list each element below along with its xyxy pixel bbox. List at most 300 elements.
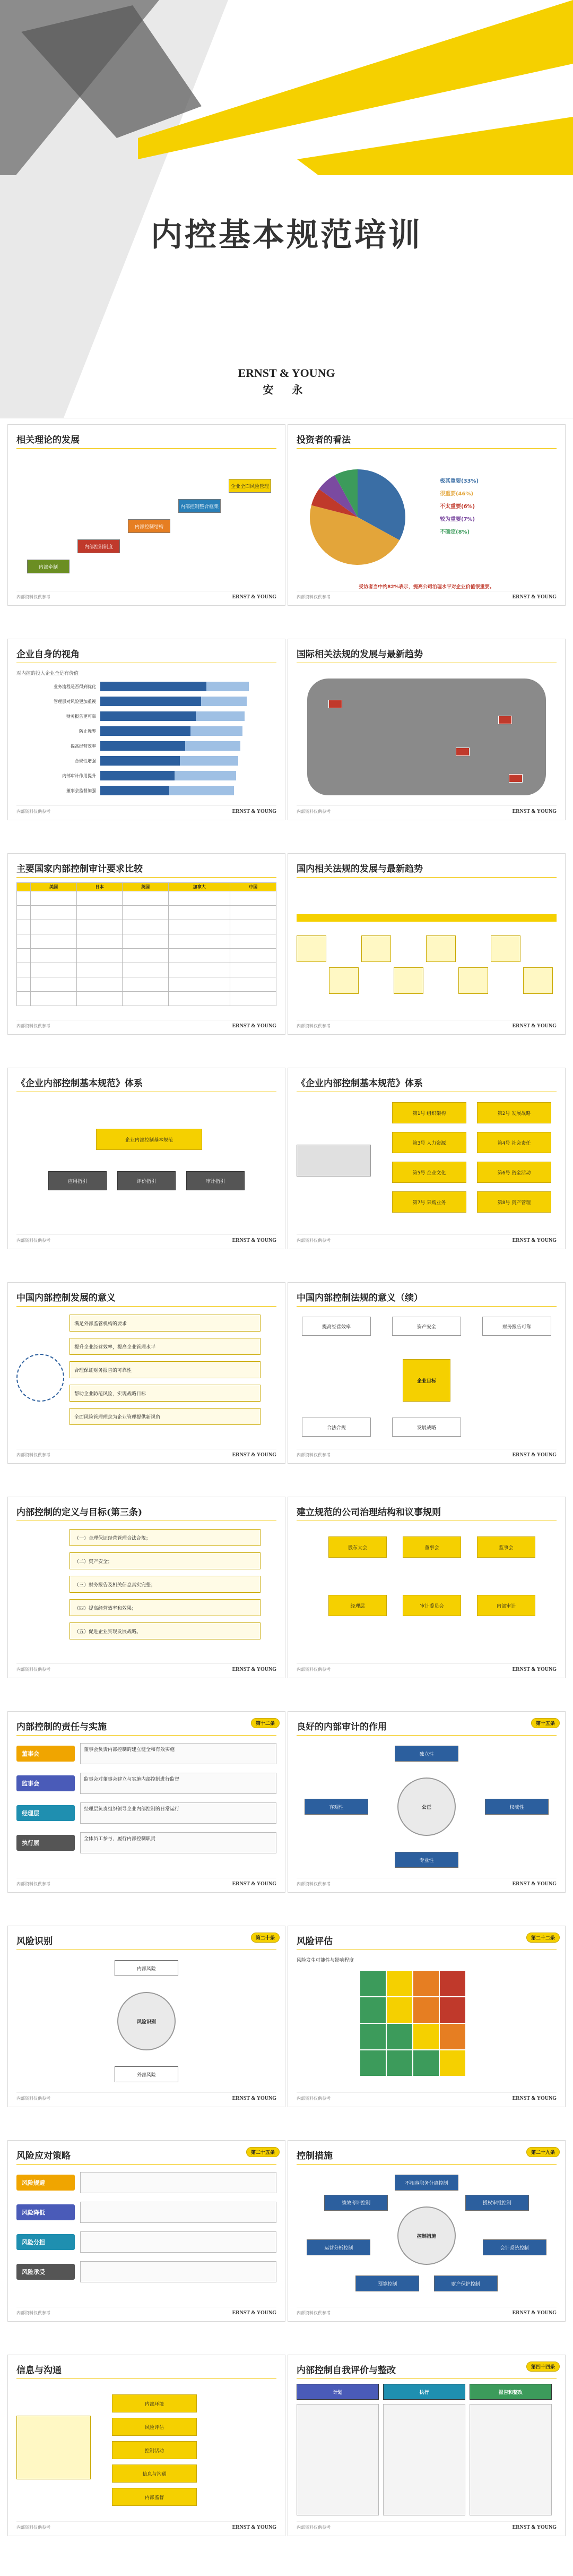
table-cell bbox=[123, 934, 169, 949]
governance-box: 经理层 bbox=[328, 1595, 387, 1616]
slide-body bbox=[16, 1740, 276, 1876]
meaning-item: （一）合理保证经营管理合法合规； bbox=[70, 1529, 261, 1546]
legend-entry: 不太重要(6%) bbox=[440, 503, 475, 510]
center-circle: 公正 bbox=[397, 1778, 456, 1836]
heatmap-cell bbox=[440, 1997, 465, 2023]
orbit-box: 专业性 bbox=[395, 1852, 458, 1868]
footer-note: 内部资料仅供参考 bbox=[297, 2096, 331, 2101]
title-underline bbox=[16, 2164, 276, 2165]
table-cell bbox=[76, 906, 123, 920]
footer-brand: ERNST & YOUNG bbox=[512, 1452, 557, 1458]
evolution-step: 内部控制整合框架 bbox=[178, 499, 221, 513]
slide-4 bbox=[288, 639, 566, 820]
heatmap-cell bbox=[387, 1971, 412, 1996]
timeline-event bbox=[426, 935, 456, 962]
guideline-item: 第4号 社会责任 bbox=[477, 1132, 551, 1153]
target-box: 提高经营效率 bbox=[302, 1317, 371, 1336]
table-cell bbox=[168, 992, 230, 1006]
evolution-step: 内部牵制 bbox=[27, 560, 70, 573]
evolution-step: 内部控制制度 bbox=[77, 539, 120, 553]
slide-20 bbox=[288, 2355, 566, 2536]
framework-sub: 应用指引 bbox=[48, 1171, 107, 1190]
table-cell bbox=[123, 906, 169, 920]
orbit-box: 运营分析控制 bbox=[307, 2239, 370, 2255]
slide-14 bbox=[288, 1711, 566, 1893]
title-underline bbox=[16, 1306, 276, 1307]
slide-footer bbox=[297, 1020, 557, 1030]
timeline-event bbox=[361, 935, 391, 962]
meaning-item: 帮助企业防范风险，实现战略目标 bbox=[70, 1385, 261, 1402]
framework-sub: 评价指引 bbox=[117, 1171, 176, 1190]
heatmap-cell bbox=[360, 2024, 386, 2049]
title-underline bbox=[297, 448, 557, 449]
table-cell bbox=[123, 977, 169, 992]
bar-minor bbox=[175, 771, 236, 780]
table-cell bbox=[230, 934, 276, 949]
role-desc bbox=[80, 2202, 276, 2223]
table-cell bbox=[123, 920, 169, 934]
footer-brand: ERNST & YOUNG bbox=[512, 2095, 557, 2101]
slide-3 bbox=[7, 639, 285, 820]
role-pill: 风险规避 bbox=[16, 2175, 75, 2191]
footer-brand: ERNST & YOUNG bbox=[232, 808, 276, 814]
slide-body bbox=[297, 1097, 557, 1233]
slide-title: 风险识别 bbox=[16, 1936, 53, 1947]
slide-title: 内部控制的责任与实施 bbox=[16, 1722, 107, 1732]
bar-minor bbox=[196, 711, 245, 721]
heatmap-cell bbox=[413, 1997, 439, 2023]
table-cell bbox=[31, 920, 77, 934]
slide-footer bbox=[297, 1449, 557, 1459]
legend-entry: 极其重要(33%) bbox=[440, 478, 479, 484]
guideline-item: 第8号 资产管理 bbox=[477, 1191, 551, 1213]
slide-16 bbox=[288, 1926, 566, 2107]
slide-footer bbox=[16, 1234, 276, 1244]
title-underline bbox=[297, 2378, 557, 2379]
table-cell bbox=[76, 977, 123, 992]
bar-major bbox=[100, 697, 201, 706]
table-cell bbox=[230, 906, 276, 920]
governance-box: 内部审计 bbox=[477, 1595, 535, 1616]
meaning-item: （二）资产安全； bbox=[70, 1552, 261, 1569]
process-column bbox=[297, 2404, 379, 2515]
timeline-arrow bbox=[297, 914, 557, 922]
slide-title: 《企业内部控制基本规范》体系 bbox=[297, 1078, 423, 1089]
slide-19 bbox=[7, 2355, 285, 2536]
heatmap-cell bbox=[387, 1997, 412, 2023]
slide-15 bbox=[7, 1926, 285, 2107]
title-underline bbox=[16, 448, 276, 449]
footer-note: 内部资料仅供参考 bbox=[16, 1023, 50, 1028]
footer-note: 内部资料仅供参考 bbox=[297, 2310, 331, 2315]
orbit-box: 授权审批控制 bbox=[465, 2195, 529, 2211]
orbit-box: 外部风险 bbox=[115, 2066, 178, 2082]
bar-label: 防止舞弊 bbox=[79, 728, 96, 734]
table-cell bbox=[17, 977, 31, 992]
heatmap-cell bbox=[440, 2050, 465, 2076]
slide-body bbox=[16, 1526, 276, 1662]
title-underline bbox=[297, 1735, 557, 1736]
footer-brand: ERNST & YOUNG bbox=[232, 1023, 276, 1029]
footer-note: 内部资料仅供参考 bbox=[16, 1667, 50, 1672]
footer-brand: ERNST & YOUNG bbox=[512, 808, 557, 814]
timeline-event bbox=[329, 967, 359, 994]
component-item: 内部环境 bbox=[112, 2394, 197, 2412]
heatmap-cell bbox=[360, 1997, 386, 2023]
slide-2 bbox=[288, 424, 566, 606]
table-cell bbox=[168, 934, 230, 949]
footer-brand: ERNST & YOUNG bbox=[232, 1666, 276, 1672]
table-cell bbox=[230, 891, 276, 906]
timeline-event bbox=[394, 967, 423, 994]
table-cell bbox=[123, 949, 169, 963]
footer-note: 内部资料仅供参考 bbox=[16, 809, 50, 814]
slide-1 bbox=[7, 424, 285, 606]
framework-center: 企业内部控制基本规范 bbox=[96, 1129, 202, 1150]
role-pill: 风险分担 bbox=[16, 2234, 75, 2250]
bar-label: 内部审计作用提升 bbox=[62, 773, 96, 778]
slide-title: 内部控制的定义与目标(第三条) bbox=[16, 1507, 143, 1518]
slide-10 bbox=[288, 1282, 566, 1464]
slide-body bbox=[16, 2384, 276, 2520]
slide-footer bbox=[16, 1663, 276, 1673]
target-center: 企业目标 bbox=[403, 1359, 450, 1402]
slide-footer bbox=[16, 591, 276, 601]
slide-footer bbox=[16, 2092, 276, 2102]
table-cell bbox=[17, 934, 31, 949]
target-box: 发展战略 bbox=[392, 1418, 461, 1437]
clause-tag: 第二十条 bbox=[251, 1933, 280, 1943]
role-pill: 董事会 bbox=[16, 1746, 75, 1762]
slide-footer bbox=[297, 2521, 557, 2531]
heatmap-caption: 风险发生可能性与影响程度 bbox=[297, 1957, 354, 1963]
clause-tag: 第二十五条 bbox=[246, 2147, 280, 2157]
role-desc: 监事会对董事会建立与实施内部控制进行监督 bbox=[80, 1773, 276, 1794]
cover-logo bbox=[0, 366, 573, 397]
slide-title: 建立规范的公司治理结构和议事规则 bbox=[297, 1507, 441, 1518]
footer-note: 内部资料仅供参考 bbox=[297, 1881, 331, 1886]
table-cell bbox=[230, 920, 276, 934]
slide-12 bbox=[288, 1497, 566, 1678]
table-cell bbox=[168, 920, 230, 934]
bar-major bbox=[100, 682, 206, 691]
guideline-item: 第5号 企业文化 bbox=[392, 1162, 466, 1183]
target-box: 合法合规 bbox=[302, 1418, 371, 1437]
slide-title: 国际相关法规的发展与最新趋势 bbox=[297, 649, 423, 660]
meaning-item: （五）促进企业实现发展战略。 bbox=[70, 1622, 261, 1639]
footer-note: 内部资料仅供参考 bbox=[297, 1452, 331, 1457]
footer-brand: ERNST & YOUNG bbox=[512, 1666, 557, 1672]
title-underline bbox=[297, 2164, 557, 2165]
center-circle: 风险识别 bbox=[117, 1992, 176, 2050]
table-cell bbox=[17, 906, 31, 920]
bar-minor bbox=[180, 756, 238, 766]
table-row bbox=[17, 992, 276, 1006]
footer-brand: ERNST & YOUNG bbox=[232, 594, 276, 600]
clause-tag: 第十五条 bbox=[531, 1718, 560, 1728]
guideline-item: 第2号 发展战略 bbox=[477, 1102, 551, 1123]
table-header bbox=[17, 883, 31, 891]
footer-brand: ERNST & YOUNG bbox=[232, 2524, 276, 2530]
legend-entry: 不确定(8%) bbox=[440, 529, 470, 535]
meaning-item: 全面风险管理理念为企业管理提供新视角 bbox=[70, 1408, 261, 1425]
table-cell bbox=[168, 891, 230, 906]
heatmap-cell bbox=[413, 2024, 439, 2049]
bar-major bbox=[100, 756, 180, 766]
timeline-event bbox=[458, 967, 488, 994]
bar-minor bbox=[190, 726, 242, 736]
orbit-box: 客观性 bbox=[305, 1799, 368, 1815]
table-cell bbox=[17, 949, 31, 963]
table-row bbox=[17, 934, 276, 949]
meaning-item: （三）财务报告及相关信息真实完整； bbox=[70, 1576, 261, 1593]
slide-title: 风险评估 bbox=[297, 1936, 333, 1947]
table-header: 英国 bbox=[123, 883, 169, 891]
table-cell bbox=[123, 891, 169, 906]
process-header: 计划 bbox=[297, 2384, 379, 2400]
role-desc: 经理层负责组织领导企业内部控制的日常运行 bbox=[80, 1802, 276, 1824]
footer-brand: ERNST & YOUNG bbox=[232, 2095, 276, 2101]
footer-brand: ERNST & YOUNG bbox=[512, 1023, 557, 1029]
timeline-event bbox=[297, 935, 326, 962]
cover-title: 内控基本规范培训 bbox=[151, 217, 422, 254]
table-header: 日本 bbox=[76, 883, 123, 891]
table-cell bbox=[168, 977, 230, 992]
meaning-item: 合理保证财务报告的可靠性 bbox=[70, 1361, 261, 1378]
heatmap-cell bbox=[387, 2024, 412, 2049]
table-cell bbox=[230, 963, 276, 977]
meaning-item: 提升企业经营效率，提高企业管理水平 bbox=[70, 1338, 261, 1355]
slide-body bbox=[16, 2169, 276, 2305]
table-cell bbox=[168, 906, 230, 920]
table-cell bbox=[168, 949, 230, 963]
table-cell bbox=[31, 977, 77, 992]
country-flag bbox=[456, 748, 470, 756]
heatmap-cell bbox=[387, 2050, 412, 2076]
process-column bbox=[383, 2404, 465, 2515]
footer-brand: ERNST & YOUNG bbox=[512, 1881, 557, 1887]
slide-8 bbox=[288, 1068, 566, 1249]
slide-13 bbox=[7, 1711, 285, 1893]
table-row bbox=[17, 963, 276, 977]
table-cell bbox=[230, 949, 276, 963]
meaning-circle bbox=[16, 1354, 64, 1402]
bar-major bbox=[100, 741, 185, 751]
governance-box: 董事会 bbox=[403, 1536, 461, 1558]
logo-cn: 安 永 bbox=[263, 383, 310, 396]
meaning-item: 满足外部监管机构的要求 bbox=[70, 1315, 261, 1332]
title-underline bbox=[297, 877, 557, 878]
bar-label: 财务报告更可靠 bbox=[66, 714, 96, 719]
footer-note: 内部资料仅供参考 bbox=[297, 809, 331, 814]
orbit-box: 绩效考评控制 bbox=[324, 2195, 388, 2211]
footer-note: 内部资料仅供参考 bbox=[16, 1452, 50, 1457]
slide-footer bbox=[297, 1878, 557, 1888]
slide-body bbox=[297, 882, 557, 1018]
table-cell bbox=[31, 992, 77, 1006]
slide-footer bbox=[297, 1234, 557, 1244]
heatmap-cell bbox=[360, 1971, 386, 1996]
slide-body bbox=[297, 668, 557, 804]
table-row bbox=[17, 977, 276, 992]
title-underline bbox=[16, 1735, 276, 1736]
slide-title: 相关理论的发展 bbox=[16, 435, 80, 445]
heatmap-cell bbox=[413, 2050, 439, 2076]
cover-graphic bbox=[0, 0, 573, 418]
orbit-box: 预算控制 bbox=[355, 2276, 419, 2291]
slide-11 bbox=[7, 1497, 285, 1678]
footer-note: 内部资料仅供参考 bbox=[297, 1023, 331, 1028]
footer-brand: ERNST & YOUNG bbox=[232, 1237, 276, 1243]
bar-major bbox=[100, 771, 175, 780]
footer-note: 内部资料仅供参考 bbox=[16, 594, 50, 599]
table-cell bbox=[76, 920, 123, 934]
slide-body bbox=[16, 668, 276, 804]
role-pill: 风险降低 bbox=[16, 2204, 75, 2220]
footer-note: 内部资料仅供参考 bbox=[16, 1238, 50, 1243]
orbit-box: 财产保护控制 bbox=[434, 2276, 498, 2291]
slide-body bbox=[297, 1955, 557, 2091]
slide-body bbox=[16, 1097, 276, 1233]
table-header: 美国 bbox=[31, 883, 77, 891]
footer-brand: ERNST & YOUNG bbox=[512, 2309, 557, 2316]
role-desc bbox=[80, 2172, 276, 2193]
logo-en: ERNST & YOUNG bbox=[238, 366, 335, 380]
guideline-item: 第6号 资金活动 bbox=[477, 1162, 551, 1183]
heatmap-cell bbox=[413, 1971, 439, 1996]
footer-brand: ERNST & YOUNG bbox=[232, 2309, 276, 2316]
table-cell bbox=[17, 963, 31, 977]
bar-label: 业务流程是否得到优化 bbox=[54, 684, 96, 689]
table-cell bbox=[76, 963, 123, 977]
slide-footer bbox=[297, 2092, 557, 2102]
table-row bbox=[17, 891, 276, 906]
table-cell bbox=[31, 906, 77, 920]
slide-title: 国内相关法规的发展与最新趋势 bbox=[297, 864, 423, 874]
footer-brand: ERNST & YOUNG bbox=[232, 1881, 276, 1887]
table-cell bbox=[230, 992, 276, 1006]
component-cube bbox=[16, 2416, 91, 2479]
footer-note: 内部资料仅供参考 bbox=[297, 594, 331, 599]
table-cell bbox=[123, 963, 169, 977]
footer-brand: ERNST & YOUNG bbox=[232, 1452, 276, 1458]
clause-tag: 第二十九条 bbox=[526, 2147, 560, 2157]
footer-note: 内部资料仅供参考 bbox=[297, 1238, 331, 1243]
component-item: 信息与沟通 bbox=[112, 2465, 197, 2483]
orbit-box: 内部风险 bbox=[115, 1960, 178, 1976]
table-cell bbox=[31, 949, 77, 963]
footer-note: 内部资料仅供参考 bbox=[297, 1667, 331, 1672]
cover-slide bbox=[0, 0, 573, 418]
target-box: 财务报告可靠 bbox=[482, 1317, 551, 1336]
title-underline bbox=[297, 1306, 557, 1307]
title-underline bbox=[16, 2378, 276, 2379]
orbit-box: 独立性 bbox=[395, 1746, 458, 1762]
governance-box: 监事会 bbox=[477, 1536, 535, 1558]
slide-title: 主要国家内部控制审计要求比较 bbox=[16, 864, 143, 874]
slide-footer bbox=[16, 2521, 276, 2531]
center-circle: 控制措施 bbox=[397, 2206, 456, 2265]
table-row bbox=[17, 949, 276, 963]
table-cell bbox=[230, 977, 276, 992]
slide-body bbox=[297, 2169, 557, 2305]
bar-minor bbox=[185, 741, 240, 751]
slide-7 bbox=[7, 1068, 285, 1249]
clause-tag: 第二十二条 bbox=[526, 1933, 560, 1943]
slide-18 bbox=[288, 2140, 566, 2322]
investor-pie bbox=[297, 464, 419, 570]
slide-title: 企业自身的视角 bbox=[16, 649, 80, 660]
footer-note: 内部资料仅供参考 bbox=[16, 2310, 50, 2315]
orbit-box: 权威性 bbox=[485, 1799, 549, 1815]
slide-title: 中国内部控制法规的意义（续） bbox=[297, 1293, 423, 1303]
table-cell bbox=[76, 891, 123, 906]
slide-footer bbox=[297, 1663, 557, 1673]
slide-title: 投资者的看法 bbox=[297, 435, 351, 445]
survey-note: 受访者当中约82%表示，提高公司治理水平对企业价值很重要。 bbox=[359, 584, 494, 590]
evolution-step: 内部控制结构 bbox=[128, 519, 170, 533]
footer-note: 内部资料仅供参考 bbox=[16, 2096, 50, 2101]
slide-body bbox=[297, 1740, 557, 1876]
role-pill: 执行层 bbox=[16, 1835, 75, 1851]
slide-title: 风险应对策略 bbox=[16, 2151, 71, 2161]
slide-footer bbox=[297, 805, 557, 815]
role-pill: 经理层 bbox=[16, 1805, 75, 1821]
slide-title: 信息与沟通 bbox=[16, 2365, 62, 2376]
slide-title: 内部控制自我评价与整改 bbox=[297, 2365, 396, 2376]
slide-footer bbox=[16, 1020, 276, 1030]
process-header: 执行 bbox=[383, 2384, 465, 2400]
footer-note: 内部资料仅供参考 bbox=[297, 2525, 331, 2530]
slide-footer bbox=[16, 805, 276, 815]
framework-sub: 审计指引 bbox=[186, 1171, 245, 1190]
role-desc bbox=[80, 2261, 276, 2282]
target-box: 资产安全 bbox=[392, 1317, 461, 1336]
slide-body bbox=[16, 882, 276, 1018]
chart-subtitle: 对内控的投入企业全是有价值 bbox=[16, 671, 79, 676]
slide-body bbox=[16, 453, 276, 589]
legend-entry: 很重要(46%) bbox=[440, 491, 474, 497]
role-pill: 监事会 bbox=[16, 1775, 75, 1791]
slide-footer bbox=[297, 591, 557, 601]
role-desc: 董事会负责内部控制的建立健全和有效实施 bbox=[80, 1743, 276, 1764]
bar-major bbox=[100, 711, 196, 721]
orbit-box: 不相容职务分离控制 bbox=[395, 2175, 458, 2191]
evolution-step: 企业全面风险管理 bbox=[229, 479, 271, 493]
country-flag bbox=[509, 774, 523, 783]
process-header: 报告和整改 bbox=[470, 2384, 552, 2400]
slide-body bbox=[297, 2384, 557, 2520]
slide-body bbox=[297, 1311, 557, 1447]
table-cell bbox=[31, 891, 77, 906]
component-item: 控制活动 bbox=[112, 2441, 197, 2459]
table-cell bbox=[168, 963, 230, 977]
country-flag bbox=[328, 700, 342, 708]
heatmap-cell bbox=[440, 2024, 465, 2049]
role-desc bbox=[80, 2231, 276, 2253]
slide-9 bbox=[7, 1282, 285, 1464]
guideline-item: 第7号 采购业务 bbox=[392, 1191, 466, 1213]
table-cell bbox=[17, 891, 31, 906]
footer-brand: ERNST & YOUNG bbox=[512, 594, 557, 600]
slide-footer bbox=[16, 2307, 276, 2317]
footer-note: 内部资料仅供参考 bbox=[16, 1881, 50, 1886]
heatmap-cell bbox=[440, 1971, 465, 1996]
role-desc: 全体员工参与，履行内部控制职责 bbox=[80, 1832, 276, 1853]
slide-body bbox=[297, 453, 557, 589]
bar-label: 管理层对风险更加重视 bbox=[54, 699, 96, 704]
footer-brand: ERNST & YOUNG bbox=[512, 2524, 557, 2530]
